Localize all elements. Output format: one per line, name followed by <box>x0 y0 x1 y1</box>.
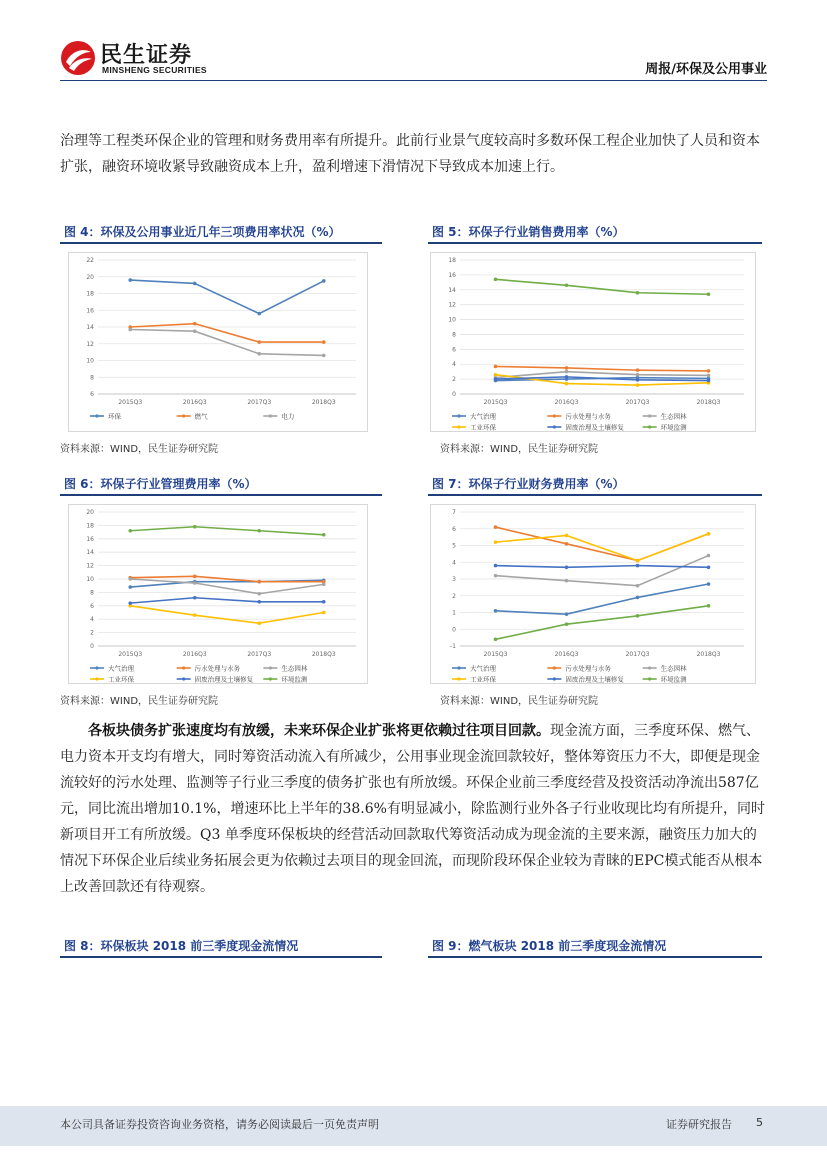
fig6-data-point <box>128 585 132 589</box>
fig5-legend-marker <box>457 414 460 417</box>
fig5-data-point <box>636 291 640 295</box>
fig7-legend-label: 生态园林 <box>660 664 687 673</box>
fig7-data-point <box>707 565 711 569</box>
fig6-data-point <box>193 581 197 585</box>
footer-doc-type: 证券研究报告 <box>666 1118 732 1131</box>
fig6-data-point <box>128 529 132 533</box>
body-paragraph-text: 现金流方面，三季度环保、燃气、电力资本开支均有增大，同时筹资活动流入有所减少，公用事业现金流回款较好，整体筹资压力不大，即便是现金流较好的污水处理、监测等子行业三季度的债务扩张也有所放缓。环保企业前三季度经营及投资活动净流出587亿元，同比流出增加10.1%，增速环比上半年的38.6%有明显减小，除监测行业外各子行业收现比均有所提升，同时新项目开工有所放缓。Q3 单季度环保板块的经营活动回款取代筹资活动成为现金流的主要来源，融资压力加大的情况下环保企业后续业务拓展会更为依赖过去项目的现金回流，而现阶段环保企业较为青睐的EPC模式能否从根本上改善回款还有待观察。 <box>60 723 765 895</box>
fig5-data-point <box>494 278 498 282</box>
fig6-svg <box>68 504 368 684</box>
fig5-legend-marker <box>648 425 651 428</box>
intro-paragraph: 治理等工程类环保企业的管理和财务费用率有所提升。此前行业景气度较高时多数环保工程企业加快了人员和资本扩张，融资环境收紧导致融资成本上升，盈利增速下滑情况下导致成本加速上行。 <box>60 133 760 175</box>
report-type: 周报/环保及公用事业 <box>645 62 767 77</box>
fig5-legend-marker <box>553 414 556 417</box>
fig4-data-point <box>257 312 261 316</box>
minsheng-logo-icon <box>60 40 96 76</box>
fig6-legend-label: 环境监测 <box>281 675 308 684</box>
fig7-x-tick-label: 2016Q3 <box>554 651 579 658</box>
fig4-x-tick-label: 2017Q3 <box>247 399 272 406</box>
fig4-data-point <box>322 354 326 358</box>
brand-name-en: MINSHENG SECURITIES <box>102 65 207 75</box>
fig6-data-point <box>322 611 326 615</box>
fig5-data-point <box>565 382 569 386</box>
fig4-data-point <box>257 352 261 356</box>
fig7-data-point <box>494 564 498 568</box>
fig5-y-tick-label: 10 <box>448 316 456 324</box>
figure-7-source: 资料来源：WIND，民生证券研究院 <box>440 696 599 707</box>
fig5-data-point <box>707 292 711 296</box>
fig5-legend-marker <box>457 425 460 428</box>
fig4-data-point <box>257 340 261 344</box>
fig5-y-tick-label: 0 <box>452 391 456 398</box>
fig7-legend-marker <box>553 666 556 669</box>
fig7-data-point <box>707 582 711 586</box>
figure-5-source: 资料来源：WIND，民生证券研究院 <box>440 444 599 455</box>
fig7-series-line <box>496 566 709 568</box>
fig5-data-point <box>565 370 569 374</box>
fig7-data-point <box>494 609 498 613</box>
fig7-data-point <box>636 596 640 600</box>
fig5-x-tick-label: 2016Q3 <box>554 399 579 406</box>
figure-8-caption: 图 8：环保板块 2018 前三季度现金流情况 <box>60 936 382 958</box>
fig5-svg <box>430 252 756 432</box>
fig5-y-tick-label: 4 <box>452 361 456 369</box>
fig7-legend-marker <box>648 666 651 669</box>
figure-7-chart <box>430 504 756 684</box>
body-paragraph <box>60 718 768 900</box>
fig6-y-tick-label: 16 <box>86 535 94 543</box>
fig4-y-tick-label: 12 <box>86 340 94 348</box>
fig7-legend-marker <box>457 677 460 680</box>
figure-4-caption: 图 4：环保及公用事业近几年三项费用率状况（%） <box>60 222 382 244</box>
fig5-data-point <box>565 375 569 379</box>
fig7-y-tick-label: 1 <box>452 609 456 617</box>
fig7-y-tick-label: 6 <box>452 525 456 533</box>
fig6-data-point <box>128 601 132 605</box>
fig7-legend-label: 大气治理 <box>470 664 496 673</box>
fig7-legend-label: 污水处理与水务 <box>565 664 611 673</box>
fig6-legend-marker <box>269 677 272 680</box>
fig7-legend-marker <box>553 677 556 680</box>
fig6-legend-marker <box>269 666 272 669</box>
fig4-x-tick-label: 2016Q3 <box>182 399 207 406</box>
fig4-data-point <box>128 328 132 332</box>
fig5-legend-marker <box>648 414 651 417</box>
fig6-y-tick-label: 0 <box>90 643 94 650</box>
figure-9-caption: 图 9：燃气板块 2018 前三季度现金流情况 <box>428 936 762 958</box>
fig4-legend-label: 电力 <box>281 412 295 421</box>
fig5-legend-label: 生态园林 <box>660 412 687 421</box>
fig7-legend-label: 工业环保 <box>470 675 496 684</box>
fig6-y-tick-label: 12 <box>86 562 94 570</box>
fig5-legend-label: 工业环保 <box>470 423 496 432</box>
figure-7-caption: 图 7：环保子行业财务费用率（%） <box>428 474 762 496</box>
fig5-data-point <box>636 383 640 387</box>
fig6-legend-label: 工业环保 <box>108 675 134 684</box>
fig6-y-tick-label: 14 <box>86 549 94 557</box>
fig5-y-tick-label: 14 <box>448 286 456 294</box>
fig6-legend-label: 污水处理与水务 <box>194 664 241 673</box>
fig6-x-tick-label: 2017Q3 <box>247 651 272 658</box>
fig7-y-tick-label: 5 <box>452 542 456 550</box>
fig6-data-point <box>193 596 197 600</box>
fig7-data-point <box>707 604 711 608</box>
brand-name-cn: 民生证券 <box>100 43 193 68</box>
fig5-data-point <box>707 374 711 378</box>
fig4-y-tick-label: 20 <box>86 273 94 281</box>
fig7-y-tick-label: 4 <box>452 559 456 567</box>
fig6-data-point <box>128 577 132 581</box>
fig6-data-point <box>322 533 326 537</box>
fig7-x-tick-label: 2015Q3 <box>483 651 508 658</box>
fig6-y-tick-label: 20 <box>86 509 94 516</box>
fig7-y-tick-label: 7 <box>452 509 456 516</box>
figure-6-chart <box>68 504 368 684</box>
fig4-legend-marker <box>269 414 272 417</box>
fig5-y-tick-label: 8 <box>452 331 456 339</box>
fig7-legend-marker <box>457 666 460 669</box>
body-paragraph-lead: 各板块债务扩张速度均有放缓，未来环保企业扩张将更依赖过往项目回款。 <box>88 723 550 739</box>
fig6-data-point <box>257 529 261 533</box>
fig5-x-tick-label: 2015Q3 <box>483 399 508 406</box>
header-divider <box>60 80 767 81</box>
fig5-x-tick-label: 2018Q3 <box>696 399 721 406</box>
fig5-y-tick-label: 16 <box>448 271 456 279</box>
fig5-legend-label: 固废治理及土壤修复 <box>565 423 624 432</box>
fig7-y-tick-label: 0 <box>452 626 456 634</box>
fig7-data-point <box>565 534 569 538</box>
page-footer <box>0 1106 827 1146</box>
fig7-legend-marker <box>648 677 651 680</box>
fig4-y-tick-label: 18 <box>86 290 94 298</box>
fig5-legend-label: 大气治理 <box>470 412 496 421</box>
footer-disclaimer: 本公司具备证券投资咨询业务资格，请务必阅读最后一页免责声明 <box>60 1118 379 1131</box>
fig5-x-tick-label: 2017Q3 <box>625 399 650 406</box>
fig4-y-tick-label: 22 <box>86 257 94 264</box>
fig6-x-tick-label: 2016Q3 <box>182 651 207 658</box>
fig7-legend-label: 环境监测 <box>660 675 687 684</box>
fig4-legend-label: 燃气 <box>194 412 208 421</box>
figure-4-chart <box>68 252 368 432</box>
fig6-x-tick-label: 2018Q3 <box>311 651 336 658</box>
figure-6-source: 资料来源：WIND，民生证券研究院 <box>60 696 219 707</box>
fig7-data-point <box>565 622 569 626</box>
fig5-y-tick-label: 6 <box>452 346 456 354</box>
fig7-data-point <box>707 554 711 558</box>
fig7-data-point <box>494 540 498 544</box>
fig7-data-point <box>636 614 640 618</box>
fig7-data-point <box>565 542 569 546</box>
fig4-x-tick-label: 2018Q3 <box>311 399 336 406</box>
fig6-y-tick-label: 10 <box>86 576 94 583</box>
fig5-data-point <box>636 368 640 372</box>
fig5-legend-label: 环境监测 <box>660 423 687 432</box>
fig7-data-point <box>565 579 569 583</box>
fig5-data-point <box>707 379 711 383</box>
fig7-x-tick-label: 2017Q3 <box>625 651 650 658</box>
fig6-y-tick-label: 8 <box>90 589 94 597</box>
fig6-data-point <box>193 525 197 529</box>
fig4-y-tick-label: 8 <box>90 374 94 382</box>
fig7-y-tick-label: -1 <box>450 643 456 650</box>
fig6-y-tick-label: 18 <box>86 522 94 530</box>
fig7-data-point <box>494 574 498 578</box>
fig6-data-point <box>193 613 197 617</box>
fig7-data-point <box>707 532 711 536</box>
figure-6-caption: 图 6：环保子行业管理费用率（%） <box>60 474 382 496</box>
fig4-data-point <box>193 322 197 326</box>
fig7-data-point <box>494 525 498 529</box>
fig5-data-point <box>494 377 498 381</box>
fig7-svg <box>430 504 756 684</box>
fig7-data-point <box>494 638 498 642</box>
fig5-data-point <box>565 366 569 370</box>
fig6-y-tick-label: 6 <box>90 602 94 610</box>
fig6-data-point <box>257 580 261 584</box>
fig7-data-point <box>565 565 569 569</box>
fig7-data-point <box>636 584 640 588</box>
fig7-y-tick-label: 3 <box>452 576 456 583</box>
fig6-y-tick-label: 4 <box>90 616 94 624</box>
fig4-svg <box>68 252 368 432</box>
fig6-legend-marker <box>95 677 98 680</box>
fig5-data-point <box>494 373 498 377</box>
figure-5-chart <box>430 252 756 432</box>
fig4-data-point <box>128 278 132 282</box>
fig7-y-tick-label: 2 <box>452 592 456 600</box>
fig6-legend-marker <box>182 677 185 680</box>
fig7-x-tick-label: 2018Q3 <box>696 651 721 658</box>
fig4-y-tick-label: 14 <box>86 324 94 331</box>
fig6-data-point <box>322 583 326 587</box>
fig5-y-tick-label: 18 <box>448 257 456 264</box>
fig4-y-tick-label: 16 <box>86 307 94 315</box>
fig4-data-point <box>322 279 326 283</box>
fig7-data-point <box>636 564 640 568</box>
fig4-y-tick-label: 6 <box>90 391 94 398</box>
fig6-legend-label: 固废治理及土壤修复 <box>194 675 254 684</box>
fig6-legend-marker <box>182 666 185 669</box>
fig5-data-point <box>494 365 498 369</box>
fig5-data-point <box>636 378 640 382</box>
fig6-data-point <box>193 575 197 579</box>
fig5-y-tick-label: 12 <box>448 301 456 309</box>
fig4-data-point <box>322 340 326 344</box>
fig6-legend-label: 大气治理 <box>108 664 134 673</box>
fig5-legend-marker <box>553 425 556 428</box>
fig4-x-tick-label: 2015Q3 <box>118 399 143 406</box>
fig4-legend-marker <box>182 414 185 417</box>
figure-4-source: 资料来源：WIND，民生证券研究院 <box>60 444 219 455</box>
fig6-y-tick-label: 2 <box>90 629 94 637</box>
fig5-data-point <box>636 373 640 377</box>
fig6-data-point <box>257 600 261 604</box>
fig6-x-tick-label: 2015Q3 <box>118 651 143 658</box>
fig5-data-point <box>565 284 569 288</box>
fig6-data-point <box>257 621 261 625</box>
fig4-data-point <box>193 329 197 333</box>
figure-5-caption: 图 5：环保子行业销售费用率（%） <box>428 222 762 244</box>
fig6-legend-label: 生态园林 <box>281 664 308 673</box>
fig4-legend-marker <box>95 414 98 417</box>
fig7-legend-label: 固废治理及土壤修复 <box>565 675 624 684</box>
fig5-data-point <box>707 369 711 373</box>
fig7-data-point <box>565 612 569 616</box>
fig4-legend-label: 环保 <box>108 412 121 421</box>
fig4-y-tick-label: 10 <box>86 357 94 365</box>
fig5-y-tick-label: 2 <box>452 376 456 384</box>
fig7-data-point <box>636 559 640 563</box>
page-number: 5 <box>756 1116 763 1129</box>
fig6-legend-marker <box>95 666 98 669</box>
fig6-data-point <box>257 592 261 596</box>
fig6-data-point <box>322 600 326 604</box>
fig4-data-point <box>193 282 197 286</box>
brand-logo <box>60 38 220 80</box>
fig5-legend-label: 污水处理与水务 <box>565 412 611 421</box>
